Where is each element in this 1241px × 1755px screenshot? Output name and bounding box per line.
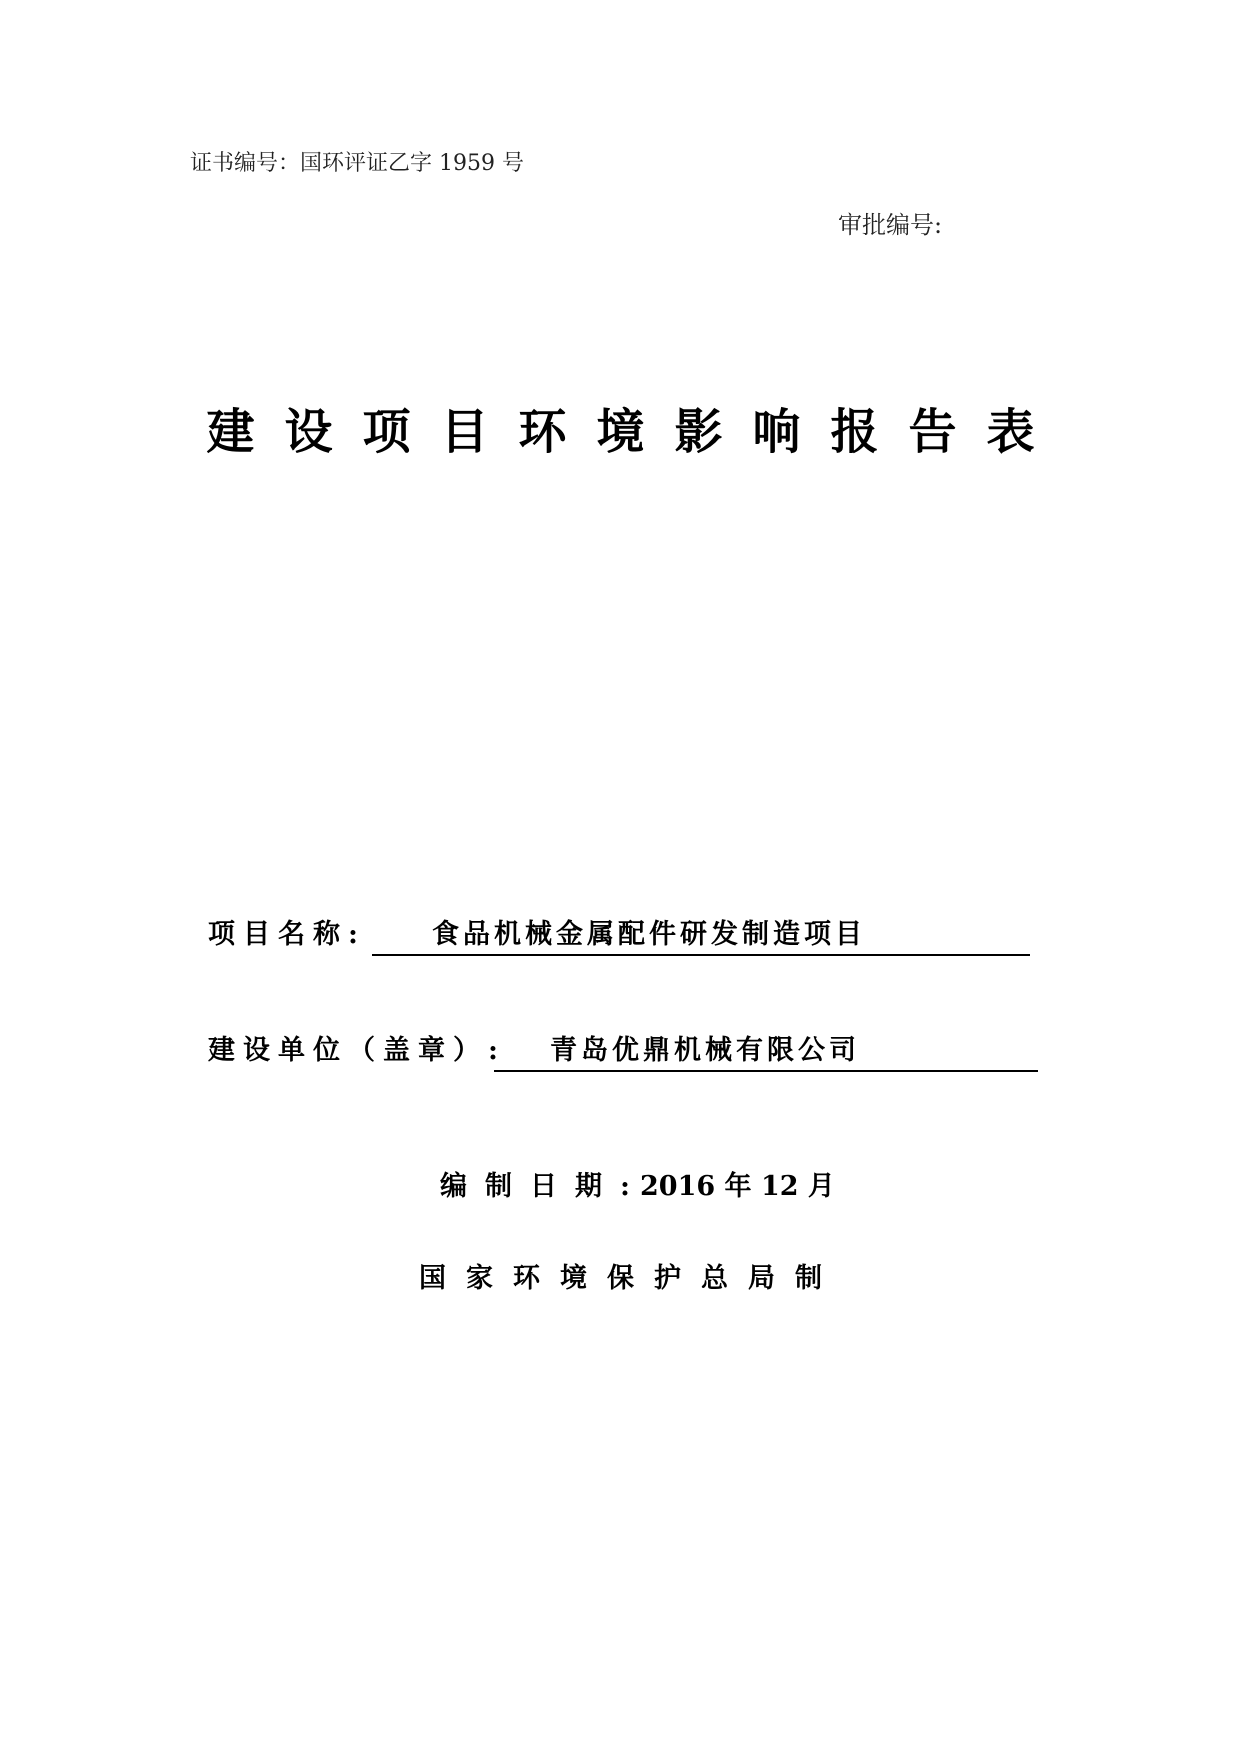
construction-unit-value: 青岛优鼎机械有限公司 xyxy=(494,1034,1038,1072)
page-title: 建设项目环境影响报告表 xyxy=(206,404,1065,460)
construction-unit-label: 建设单位（盖章）: xyxy=(208,1035,506,1066)
certificate-number: 证书编号：国环评证乙字 1959 号 xyxy=(190,151,524,176)
project-name-label: 项目名称: xyxy=(208,919,366,950)
project-name-value: 食品机械金属配件研发制造项目 xyxy=(372,918,1030,956)
approval-number-label: 审批编号: xyxy=(838,211,943,239)
compile-date-value: 2016 年 12 月 xyxy=(640,1171,835,1202)
compile-date-label: 编制日期: xyxy=(440,1171,648,1202)
issuer-text: 国家环境保护总局制 xyxy=(419,1263,842,1294)
